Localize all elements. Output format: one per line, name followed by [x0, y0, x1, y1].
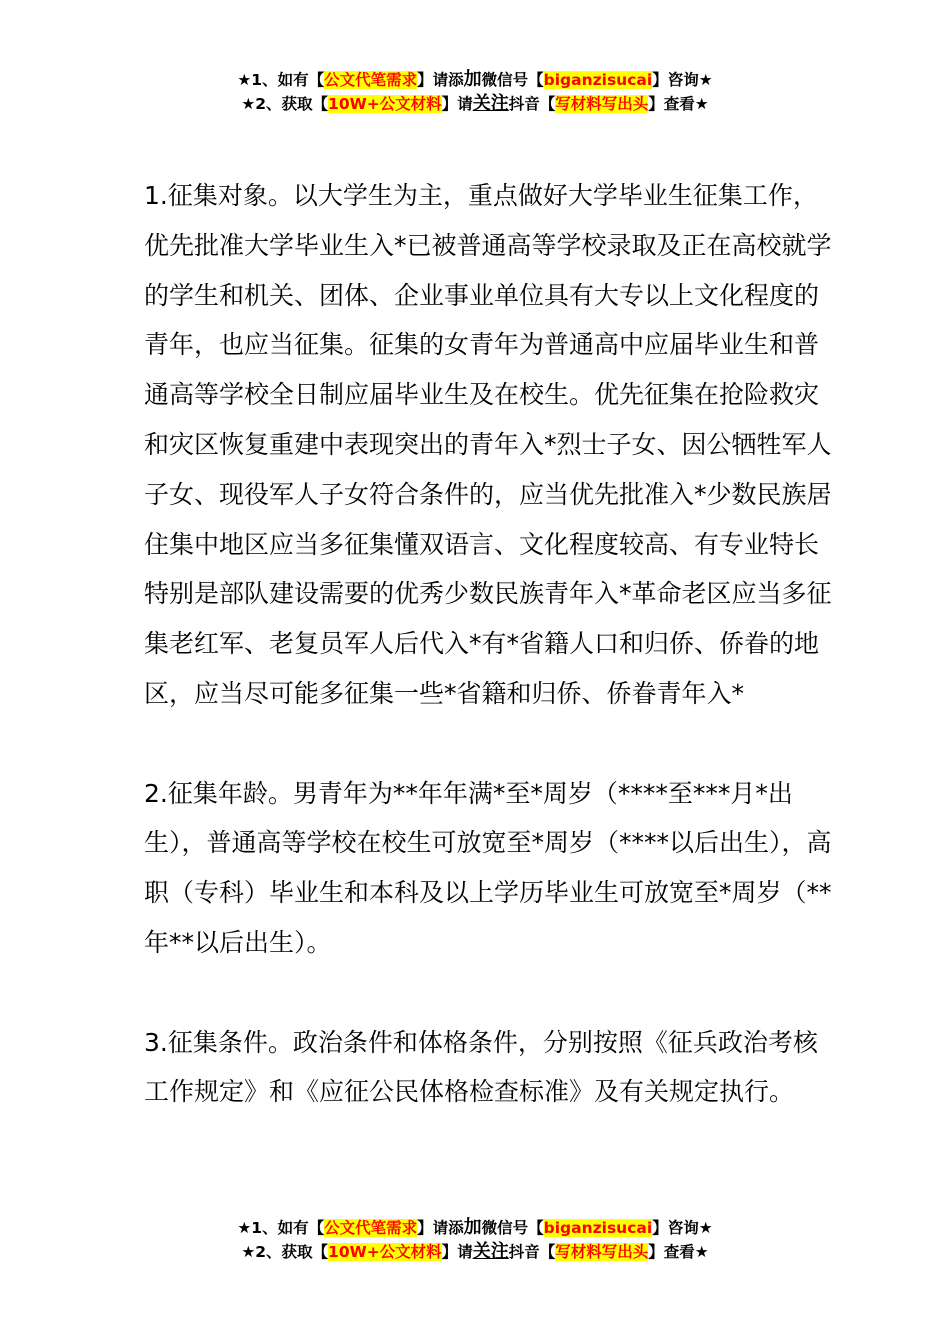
banner-line-1 [0, 1216, 950, 1240]
highlight-need: 公文代笔需求 [324, 1219, 418, 1237]
highlight-material: 10W+公文材料 [328, 95, 442, 113]
banner-emphasis: 关注 [472, 1241, 509, 1262]
banner-emphasis: 加 [463, 1217, 482, 1238]
banner-text: 】查看★ [648, 1243, 709, 1261]
banner-line-2 [0, 1240, 950, 1264]
highlight-douyin: 写材料写出头 [555, 1243, 649, 1261]
document-body [144, 171, 834, 1117]
highlight-material: 10W+公文材料 [328, 1243, 442, 1261]
header-banner [0, 68, 950, 116]
highlight-need: 公文代笔需求 [324, 71, 418, 89]
banner-text: 】请 [441, 95, 473, 113]
banner-text: 】请添 [417, 71, 464, 89]
banner-text: ★1、如有【 [237, 1219, 325, 1237]
highlight-wechat: biganzisucai [543, 71, 653, 89]
banner-text: ★1、如有【 [237, 71, 325, 89]
banner-text: 】咨询★ [652, 1219, 713, 1237]
banner-text: 微信号【 [481, 71, 544, 89]
banner-line-2 [0, 92, 950, 116]
banner-text: ★2、获取【 [241, 95, 329, 113]
banner-text: ★2、获取【 [241, 1243, 329, 1261]
banner-text: 】请添 [417, 1219, 464, 1237]
banner-line-1 [0, 68, 950, 92]
banner-text: 】请 [441, 1243, 473, 1261]
banner-text: 抖音【 [508, 95, 556, 113]
paragraph-recruitment-conditions: 3.征集条件。政治条件和体格条件，分别按照《征兵政治考核工作规定》和《应征公民体格检查标准》及有关规定执行。 [144, 1027, 818, 1107]
paragraph-recruitment-targets: 1.征集对象。以大学生为主，重点做好大学毕业生征集工作，优先批准大学毕业生入*已被普通高等学校录取及正在高校就学的学生和机关、团体、企业事业单位具有大专以上文化程度的青年，也应当征集。征集的女青年为普通高中应届毕业生和普通高等学校全日制应届毕业生及在校生。优先征集在抢险救灾和灾区恢复重建中表现突出的青年入*烈士子女、因公牺牲军人子女、现役军人子女符合条件的，应当优先批准入*少数民族居住集中地区应当多征集懂双语言、文化程度较高、有专业特长特别是部队建设需要的优秀少数民族青年入*革命老区应当多征集老红军、老复员军人后代入*有*省籍人口和归侨、侨眷的地区，应当尽可能多征集一些*省籍和归侨、侨眷青年入* [144, 181, 832, 708]
highlight-douyin: 写材料写出头 [555, 95, 649, 113]
paragraph-recruitment-age: 2.征集年龄。男青年为**年年满*至*周岁（****至***月*出生），普通高等学校在校生可放宽至*周岁（****以后出生），高职（专科）毕业生和本科及以上学历毕业生可放宽至*周岁（**年**以后出生）。 [144, 778, 832, 957]
banner-emphasis: 关注 [472, 93, 509, 114]
banner-text: 抖音【 [508, 1243, 556, 1261]
banner-text: 微信号【 [481, 1219, 544, 1237]
banner-text: 】查看★ [648, 95, 709, 113]
banner-emphasis: 加 [463, 69, 482, 90]
banner-text: 】咨询★ [652, 71, 713, 89]
footer-banner [0, 1216, 950, 1264]
highlight-wechat: biganzisucai [543, 1219, 653, 1237]
